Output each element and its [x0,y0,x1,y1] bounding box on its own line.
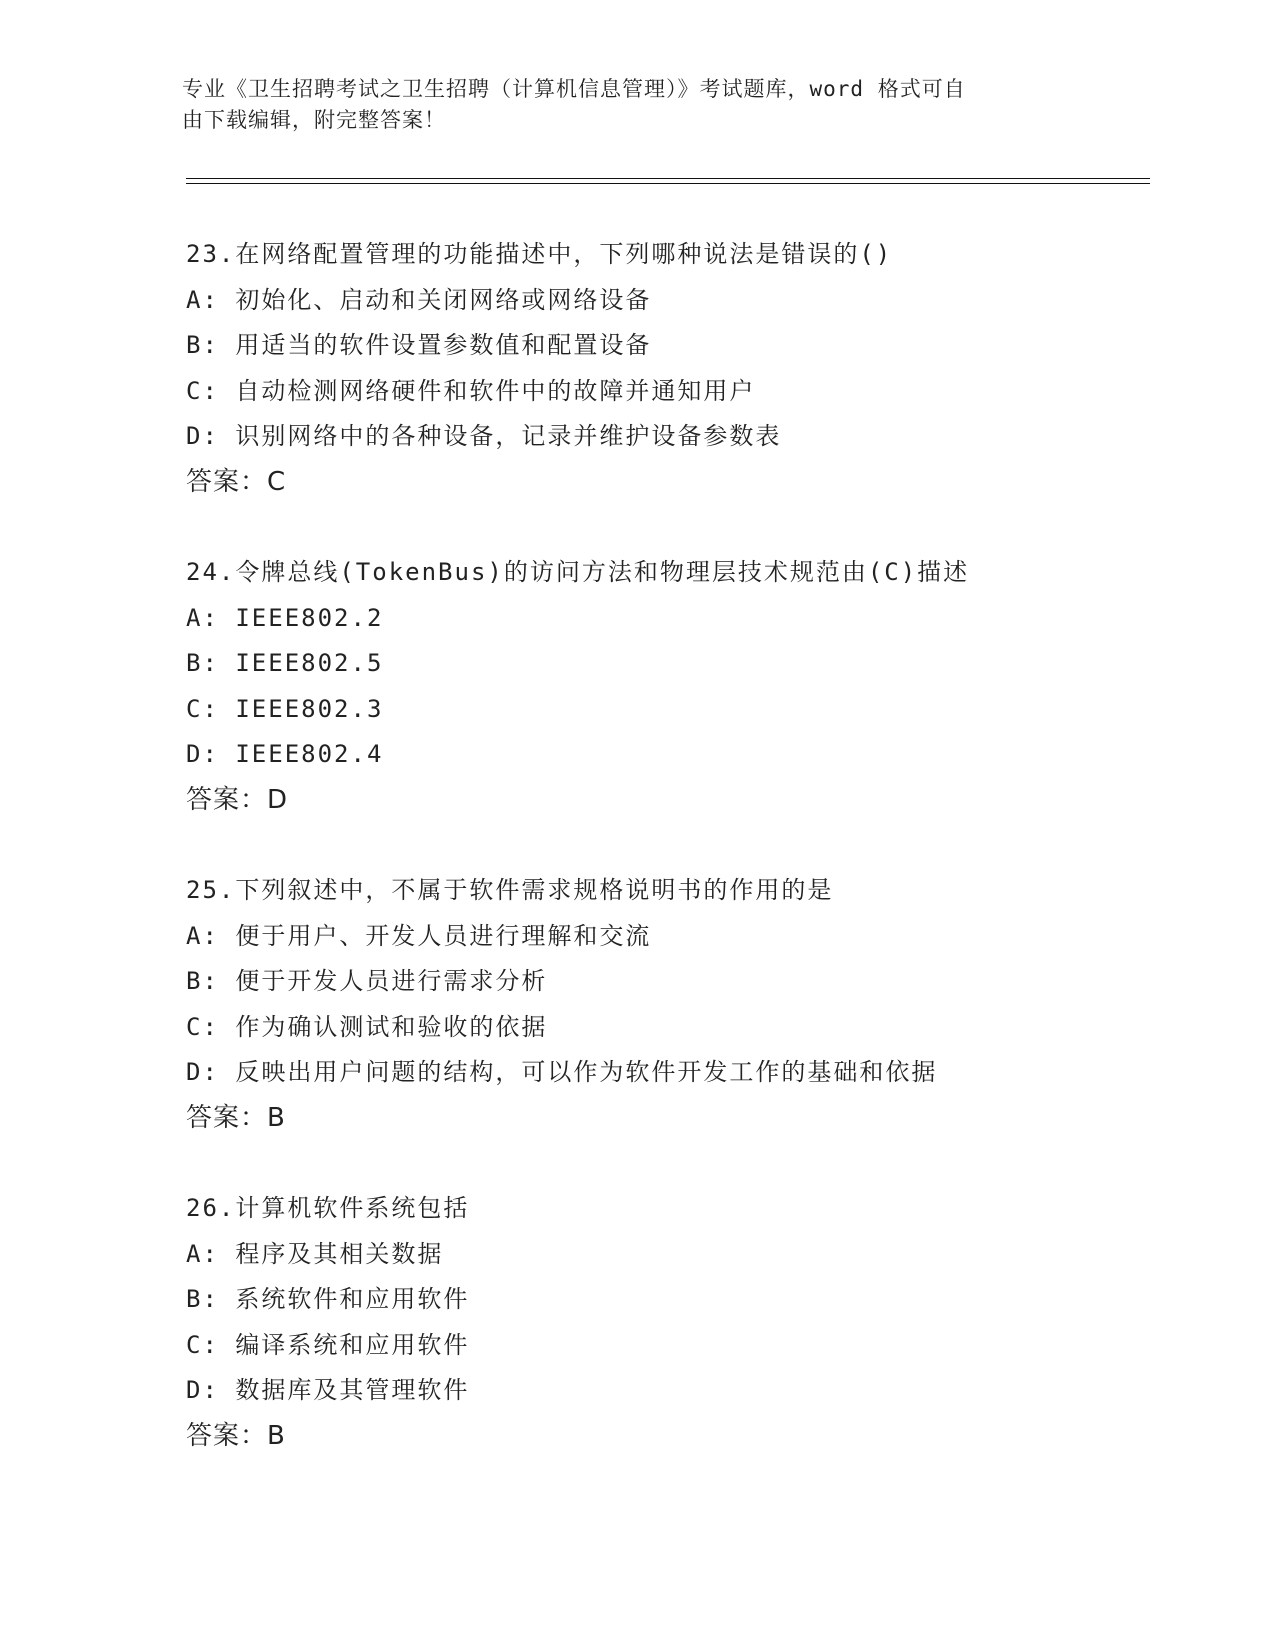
option-a: A: 程序及其相关数据 [186,1239,444,1268]
answer-label: 答案：D [186,784,289,815]
header-divider-bottom [186,183,1150,184]
question-24 [186,550,1186,823]
option-c: C: 自动检测网络硬件和软件中的故障并通知用户 [186,376,756,405]
header-line-1: 专业《卫生招聘考试之卫生招聘（计算机信息管理）》考试题库，word 格式可自 [182,77,966,101]
answer-label: 答案：B [186,1102,286,1133]
option-d: D: 识别网络中的各种设备，记录并维护设备参数表 [186,422,782,450]
option-c: C: 作为确认测试和验收的依据 [186,1012,548,1041]
option-b: B: 用适当的软件设置参数值和配置设备 [186,331,652,359]
header-divider-top [186,178,1150,179]
option-c: C: IEEE802.3 [186,694,384,723]
option-a: A: 初始化、启动和关闭网络或网络设备 [186,285,652,314]
question-25 [186,868,1186,1141]
question-26 [186,1186,1186,1459]
question-stem: 25.下列叙述中，不属于软件需求规格说明书的作用的是 [186,876,834,904]
option-d: D: 数据库及其管理软件 [186,1376,470,1404]
answer-label: 答案：C [186,466,287,497]
option-b: B: 便于开发人员进行需求分析 [186,967,548,995]
question-stem: 24.令牌总线(TokenBus)的访问方法和物理层技术规范由(C)描述 [186,558,970,586]
option-b: B: IEEE802.5 [186,649,384,677]
question-stem: 26.计算机软件系统包括 [186,1194,470,1222]
question-stem: 23.在网络配置管理的功能描述中，下列哪种说法是错误的() [186,240,893,268]
option-c: C: 编译系统和应用软件 [186,1330,470,1359]
question-23 [186,232,1186,505]
answer-label: 答案：B [186,1420,286,1451]
option-b: B: 系统软件和应用软件 [186,1285,470,1313]
option-a: A: 便于用户、开发人员进行理解和交流 [186,921,652,950]
option-a: A: IEEE802.2 [186,603,384,632]
document-header [182,74,1062,136]
option-d: D: 反映出用户问题的结构，可以作为软件开发工作的基础和依据 [186,1058,938,1086]
option-d: D: IEEE802.4 [186,740,384,768]
header-line-2: 由下载编辑，附完整答案！ [182,108,446,132]
